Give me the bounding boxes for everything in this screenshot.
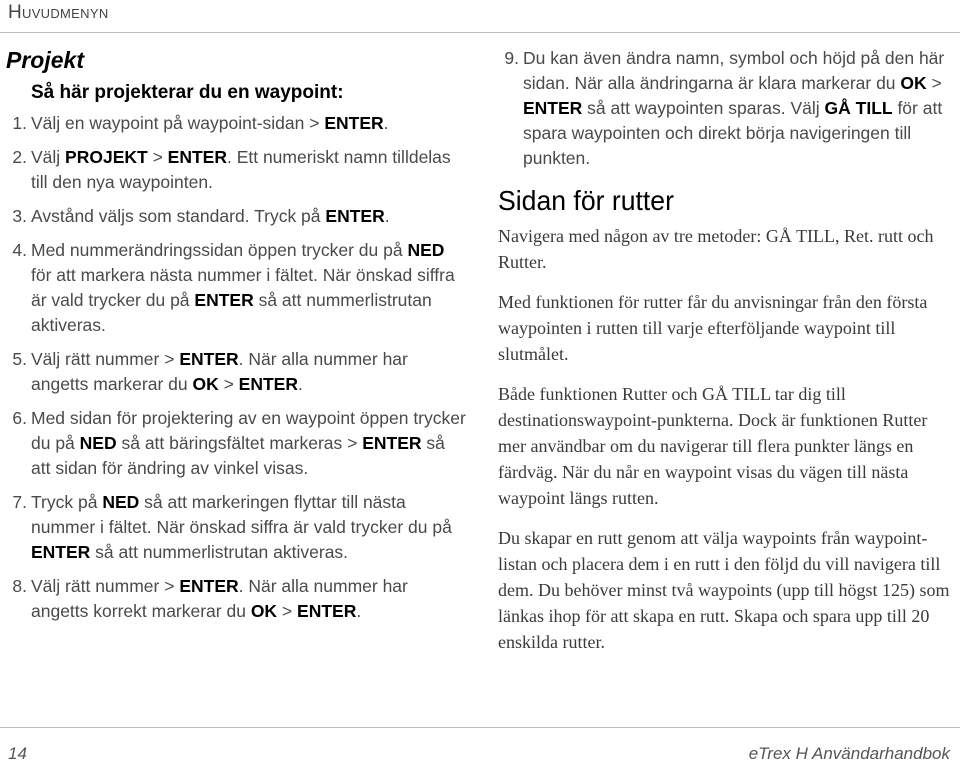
step-number: 5. <box>12 349 27 369</box>
step-text-fragment: Med sidan för projektering av en waypoint öppen trycker du på <box>31 408 466 453</box>
step-number: 1. <box>12 113 27 133</box>
ui-key-label: ENTER <box>179 349 239 369</box>
step-item <box>498 46 950 171</box>
step-number: 6. <box>12 408 27 428</box>
step-text-fragment: Välj rätt nummer > <box>31 349 180 369</box>
step-text <box>31 238 468 338</box>
ui-key-label: ENTER <box>238 374 298 394</box>
step-number: 3. <box>12 206 27 226</box>
step-text <box>31 204 468 229</box>
ui-key-label: OK <box>250 601 278 621</box>
step-text-fragment: . <box>356 601 362 621</box>
procedure-heading: Så här projekterar du en waypoint: <box>31 82 344 103</box>
step-text-fragment: för att markera nästa nummer i fältet. När önskad siffra är vald trycker du på <box>31 265 455 310</box>
step-number: 4. <box>12 240 27 260</box>
ui-key-label: OK <box>192 374 219 394</box>
step-item <box>6 238 468 338</box>
step-text <box>31 406 468 481</box>
footer-rule <box>0 727 960 728</box>
step-text-fragment: > <box>926 73 942 93</box>
step-item <box>6 145 468 195</box>
step-item <box>6 574 468 624</box>
ui-key-label: NED <box>102 492 140 512</box>
body-paragraph: Du skapar en rutt genom att välja waypoints från waypoint-listan och placera dem i en rutt i den följd du vill navigera till dem. Du behöver minst två waypoints (upp till högst 125) som länkas ihop för att skapa en rutt. Skapa och spara upp till 20 enskilda rutter. <box>498 528 950 652</box>
step-text-fragment: > <box>147 147 168 167</box>
ui-key-label: ENTER <box>167 147 227 167</box>
right-column <box>498 46 950 669</box>
ui-key-label: ENTER <box>297 601 357 621</box>
step-text-fragment: Avstånd väljs som standard. Tryck på <box>31 206 326 226</box>
procedure-steps <box>6 111 468 624</box>
step-item <box>6 111 468 136</box>
step-text-fragment: > <box>277 601 298 621</box>
page-number: 14 <box>8 744 27 763</box>
ui-key-label: ENTER <box>324 113 384 133</box>
step-text-fragment: Tryck på <box>31 492 103 512</box>
step-text <box>31 574 468 624</box>
step-text-fragment: så att sidan för ändring av vinkel visas. <box>31 433 445 478</box>
ui-key-label: ENTER <box>362 433 422 453</box>
ui-key-label: NED <box>79 433 117 453</box>
step-text <box>31 145 468 195</box>
body-paragraph: Både funktionen Rutter och GÅ TILL tar dig till destinationswaypoint-punkterna. Dock är funktionen Rutter mer användbar om du navigerar till flera punkter längs en färdväg. När du når en waypoint visas du vägen till nästa waypoint längs rutten. <box>498 384 928 508</box>
ui-key-label: NED <box>407 240 445 260</box>
ui-key-label: ENTER <box>523 98 583 118</box>
header-rule <box>0 32 960 33</box>
step-number: 8. <box>12 576 27 596</box>
step-text <box>31 347 468 397</box>
ui-key-label: ENTER <box>179 576 239 596</box>
section-title-rutter: Sidan för rutter <box>498 185 674 216</box>
ui-key-label: GÅ TILL <box>824 98 893 118</box>
step-text-fragment: > <box>218 374 239 394</box>
step-number: 9. <box>504 48 519 68</box>
step-text-fragment: . <box>384 206 390 226</box>
step-number: 7. <box>12 492 27 512</box>
step-item <box>6 204 468 229</box>
ui-key-label: OK <box>900 73 927 93</box>
step-text-fragment: så att nummerlistrutan aktiveras. <box>31 290 432 335</box>
ui-key-label: ENTER <box>325 206 385 226</box>
step-item <box>6 347 468 397</box>
ui-key-label: PROJEKT <box>65 147 148 167</box>
step-text-fragment: så att nummerlistrutan aktiveras. <box>90 542 349 562</box>
step-text-fragment: . Ett numeriskt namn tilldelas till den nya waypointen. <box>31 147 451 192</box>
step-text-fragment: . När alla nummer har angetts markerar du <box>31 349 408 394</box>
body-paragraph: Med funktionen för rutter får du anvisningar från den första waypointen i rutten till varje efterföljande waypoint till slutmålet. <box>498 292 928 364</box>
step-text <box>523 46 950 171</box>
step-text <box>31 111 468 136</box>
step-text-fragment: så att markeringen flyttar till nästa nummer i fältet. När önskad siffra är vald trycker du på <box>31 492 452 537</box>
step-text-fragment: Välj en waypoint på waypoint-sidan > <box>31 113 325 133</box>
step-text-fragment: för att spara waypointen och direkt börja navigeringen till punkten. <box>523 98 943 168</box>
step-text <box>31 490 468 565</box>
ui-key-label: ENTER <box>31 542 91 562</box>
step-item <box>6 406 468 481</box>
step-item <box>6 490 468 565</box>
section-title-projekt: Projekt <box>6 47 84 73</box>
rutter-body <box>498 223 950 655</box>
step-text-fragment: Välj <box>31 147 66 167</box>
step-text-fragment: så att bäringsfältet markeras > <box>116 433 363 453</box>
step-text-fragment: Välj rätt nummer > <box>31 576 180 596</box>
step-text-fragment: . <box>297 374 303 394</box>
step-number: 2. <box>12 147 27 167</box>
ui-key-label: ENTER <box>194 290 254 310</box>
step-text-fragment: så att waypointen sparas. Välj <box>582 98 825 118</box>
step-text-fragment: . När alla nummer har angetts korrekt markerar du <box>31 576 408 621</box>
procedure-steps-continued <box>498 46 950 171</box>
body-paragraph: Navigera med någon av tre metoder: GÅ TILL, Ret. rutt och Rutter. <box>498 226 934 272</box>
running-head: Huvudmenyn <box>8 2 109 23</box>
step-text-fragment: Du kan även ändra namn, symbol och höjd på den här sidan. När alla ändringarna är klara markerar du <box>523 48 945 93</box>
manual-title: eTrex H Användarhandbok <box>748 744 950 763</box>
step-text-fragment: Med nummerändringssidan öppen trycker du på <box>31 240 408 260</box>
step-text-fragment: . <box>383 113 389 133</box>
left-column <box>6 46 468 633</box>
